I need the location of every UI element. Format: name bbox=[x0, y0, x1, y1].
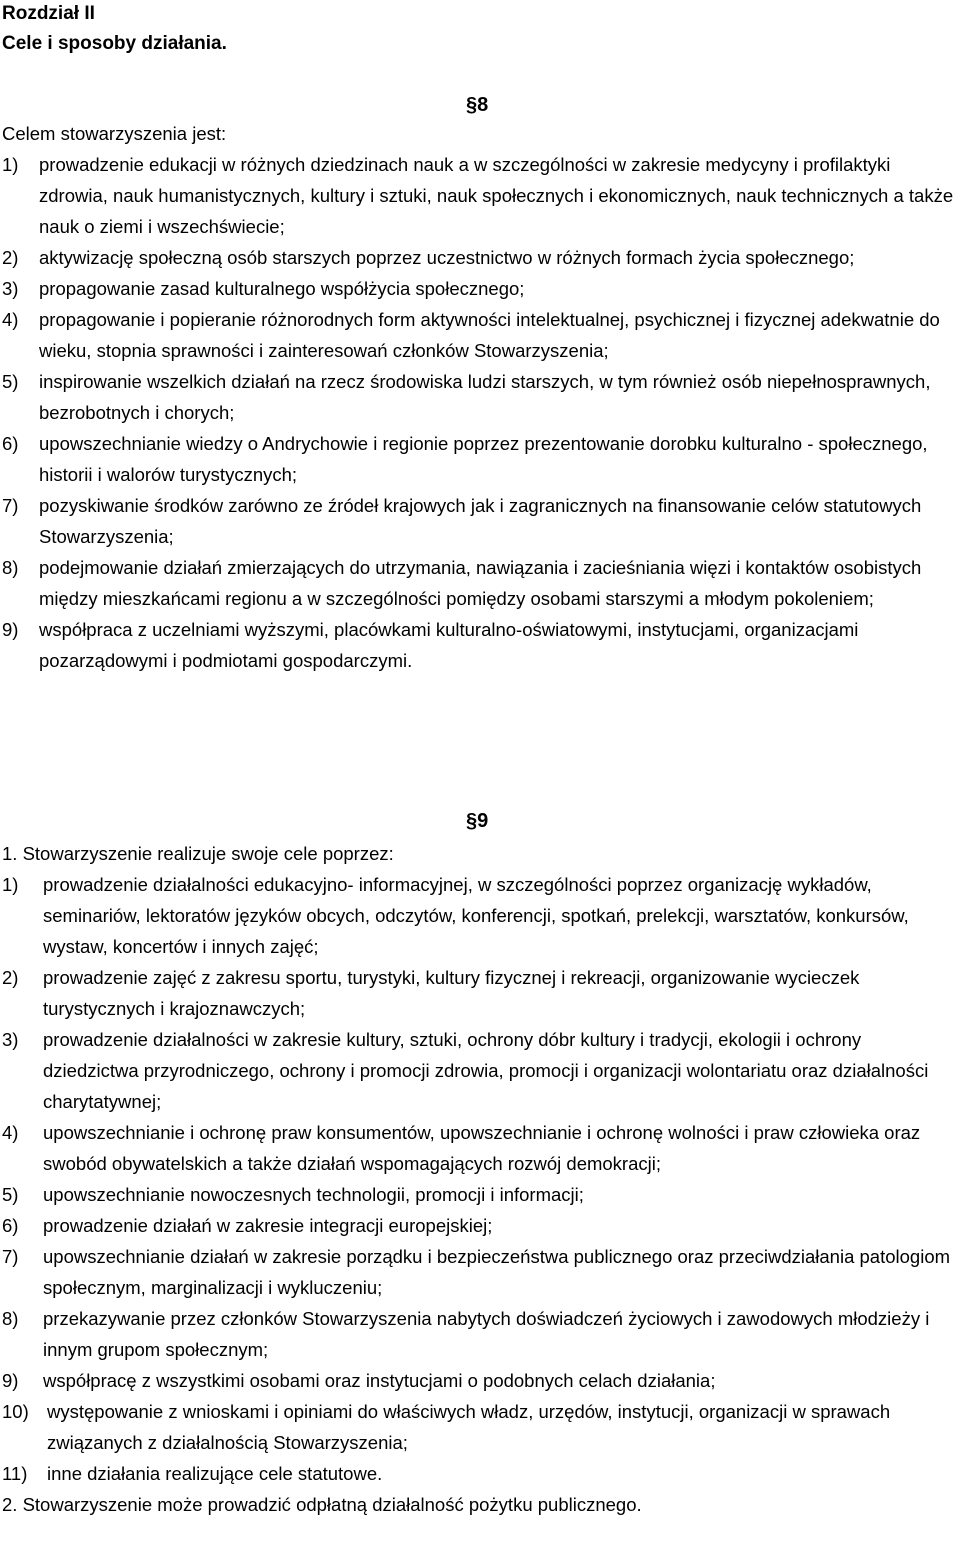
item-number: 11) bbox=[2, 1463, 28, 1484]
list-item bbox=[2, 614, 958, 676]
section-8 bbox=[2, 118, 958, 676]
item-number: 6) bbox=[2, 433, 19, 454]
item-text: upowszechnianie wiedzy o Andrychowie i regionie poprzez prezentowanie dorobku kulturalno - społecznego, historii i walorów turystycznych; bbox=[39, 433, 928, 485]
list-item bbox=[2, 149, 958, 242]
item-number: 8) bbox=[2, 557, 19, 578]
section-9-intro: 1. Stowarzyszenie realizuje swoje cele poprzez: bbox=[2, 843, 394, 864]
list-item bbox=[2, 490, 958, 552]
list-item bbox=[2, 1458, 958, 1489]
item-number: 5) bbox=[2, 1184, 19, 1205]
list-item bbox=[2, 1117, 958, 1179]
list-item bbox=[2, 1024, 958, 1117]
item-number: 2) bbox=[2, 967, 19, 988]
item-text: prowadzenie zajęć z zakresu sportu, turystyki, kultury fizycznej i rekreacji, organizowanie wycieczek turystycznych i krajoznawczych; bbox=[43, 967, 860, 1019]
list-item bbox=[2, 962, 958, 1024]
item-text: współpracę z wszystkimi osobami oraz instytucjami o podobnych celach działania; bbox=[43, 1370, 716, 1391]
item-number: 7) bbox=[2, 1246, 19, 1267]
item-text: współpraca z uczelniami wyższymi, placówkami kulturalno-oświatowymi, instytucjami, organizacjami pozarządowymi i podmiotami gospodarczymi. bbox=[39, 619, 859, 671]
item-number: 6) bbox=[2, 1215, 19, 1236]
item-text: upowszechnianie nowoczesnych technologii, promocji i informacji; bbox=[43, 1184, 584, 1205]
item-number: 9) bbox=[2, 1370, 19, 1391]
item-number: 7) bbox=[2, 495, 19, 516]
item-number: 1) bbox=[2, 154, 19, 175]
chapter-subtitle: Cele i sposoby działania. bbox=[2, 33, 227, 54]
item-number: 4) bbox=[2, 1122, 19, 1143]
item-text: podejmowanie działań zmierzających do utrzymania, nawiązania i zacieśniania więzi i kontaktów osobistych między mieszkańcami regionu a w szczególności pomiędzy osobami starszymi a młodym pokoleniem; bbox=[39, 557, 922, 609]
section-8-mark: §8 bbox=[466, 94, 489, 116]
list-item bbox=[2, 1210, 958, 1241]
item-number: 10) bbox=[2, 1401, 29, 1422]
item-text: inspirowanie wszelkich działań na rzecz środowiska ludzi starszych, w tym również osób niepełnosprawnych, bezrobotnych i chorych; bbox=[39, 371, 931, 423]
item-text: prowadzenie działań w zakresie integracji europejskiej; bbox=[43, 1215, 493, 1236]
item-text: inne działania realizujące cele statutowe. bbox=[47, 1463, 383, 1484]
item-number: 3) bbox=[2, 278, 19, 299]
item-text: propagowanie zasad kulturalnego współżycia społecznego; bbox=[39, 278, 525, 299]
item-number: 3) bbox=[2, 1029, 19, 1050]
item-text: prowadzenie edukacji w różnych dziedzinach nauk a w szczególności w zakresie medycyny i profilaktyki zdrowia, nauk humanistycznych, kultury i sztuki, nauk społecznych i ekonomicznych, nauk technicznych a także nauk o ziemi i wszechświecie; bbox=[39, 154, 954, 237]
section-9-list bbox=[2, 869, 958, 1489]
section-8-list bbox=[2, 149, 958, 676]
list-item bbox=[2, 428, 958, 490]
section-9-closing: 2. Stowarzyszenie może prowadzić odpłatną działalność pożytku publicznego. bbox=[2, 1494, 642, 1515]
list-item bbox=[2, 1396, 958, 1458]
list-item bbox=[2, 1179, 958, 1210]
item-number: 9) bbox=[2, 619, 19, 640]
list-item bbox=[2, 366, 958, 428]
list-item bbox=[2, 242, 958, 273]
item-text: aktywizację społeczną osób starszych poprzez uczestnictwo w różnych formach życia społecznego; bbox=[39, 247, 855, 268]
list-item bbox=[2, 1303, 958, 1365]
item-text: prowadzenie działalności edukacyjno- informacyjnej, w szczególności poprzez organizację wykładów, seminariów, lektoratów języków obcych, odczytów, konferencji, spotkań, prelekcji, warsztatów, konkursów, wystaw, koncertów i innych zajęć; bbox=[43, 874, 909, 957]
list-item bbox=[2, 304, 958, 366]
item-text: prowadzenie działalności w zakresie kultury, sztuki, ochrony dóbr kultury i tradycji, ekologii i ochrony dziedzictwa przyrodniczego, ochrony i promocji zdrowia, promocji i organizacji wolontariatu oraz działalności charytatywnej; bbox=[43, 1029, 929, 1112]
item-text: przekazywanie przez członków Stowarzyszenia nabytych doświadczeń życiowych i zawodowych młodzieży i innym grupom społecznym; bbox=[43, 1308, 930, 1360]
section-9 bbox=[2, 838, 958, 1520]
section-9-mark: §9 bbox=[466, 810, 489, 832]
item-number: 4) bbox=[2, 309, 19, 330]
list-item bbox=[2, 869, 958, 962]
item-text: występowanie z wnioskami i opiniami do właściwych władz, urzędów, instytucji, organizacji w sprawach związanych z działalnością Stowarzyszenia; bbox=[47, 1401, 891, 1453]
item-number: 5) bbox=[2, 371, 19, 392]
item-text: pozyskiwanie środków zarówno ze źródeł krajowych jak i zagranicznych na finansowanie celów statutowych Stowarzyszenia; bbox=[39, 495, 922, 547]
item-number: 2) bbox=[2, 247, 19, 268]
item-text: upowszechnianie i ochronę praw konsumentów, upowszechnianie i ochronę wolności i praw człowieka oraz swobód obywatelskich a także działań wspomagających rozwój demokracji; bbox=[43, 1122, 921, 1174]
list-item bbox=[2, 1365, 958, 1396]
chapter-title: Rozdział II bbox=[2, 3, 95, 24]
list-item bbox=[2, 552, 958, 614]
section-8-intro: Celem stowarzyszenia jest: bbox=[2, 123, 227, 144]
list-item bbox=[2, 273, 958, 304]
list-item bbox=[2, 1241, 958, 1303]
item-number: 8) bbox=[2, 1308, 19, 1329]
item-text: upowszechnianie działań w zakresie porządku i bezpieczeństwa publicznego oraz przeciwdziałania patologiom społecznym, marginalizacji i wykluczeniu; bbox=[43, 1246, 951, 1298]
item-number: 1) bbox=[2, 874, 19, 895]
item-text: propagowanie i popieranie różnorodnych form aktywności intelektualnej, psychicznej i fizycznej adekwatnie do wieku, stopnia sprawności i zainteresowań członków Stowarzyszenia; bbox=[39, 309, 940, 361]
